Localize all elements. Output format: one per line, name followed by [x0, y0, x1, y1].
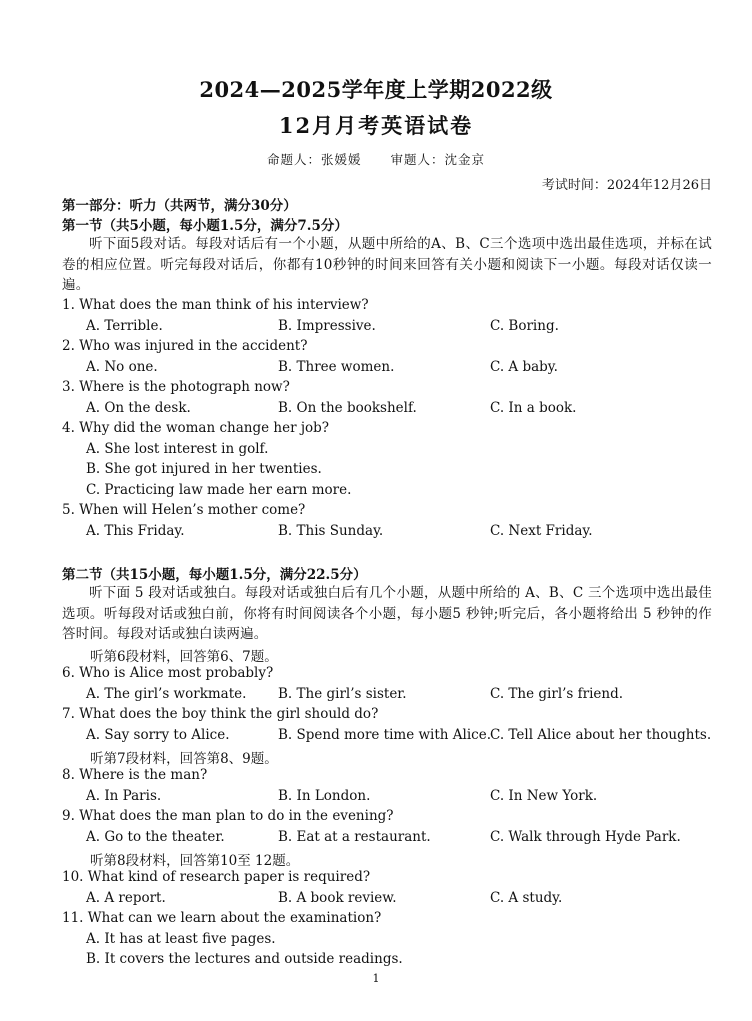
section2-heading: 第二节（共15小题，每小题1.5分，满分22.5分） [62, 567, 367, 583]
material-note: 听第8段材料，回答第10至 12题。 [90, 853, 300, 869]
option-c: C. Next Friday. [490, 523, 593, 539]
option-a: A. It has at least five pages. [86, 931, 276, 947]
option-a: A. A report. [86, 890, 166, 906]
exam-time: 考试时间：2024年12月26日 [541, 178, 712, 193]
material-note: 听第6段材料，回答第6、7题。 [90, 649, 278, 665]
option-c: C. In a book. [490, 400, 577, 416]
reviewer-text: 审题人：沈金京 [390, 152, 485, 167]
option-a: A. This Friday. [86, 523, 185, 539]
question-stem: 3. Where is the photograph now? [62, 379, 290, 395]
question-stem: 4. Why did the woman change her job? [62, 420, 330, 436]
question-stem: 10. What kind of research paper is required? [62, 869, 371, 885]
exam-title-line1: 2024—2025学年度上学期2022级 [199, 77, 553, 102]
option-a: A. The girl’s workmate. [86, 686, 247, 702]
option-b: B. Eat at a restaurant. [278, 829, 431, 845]
option-a: A. She lost interest in golf. [86, 441, 269, 457]
question-stem: 9. What does the man plan to do in the evening? [62, 808, 394, 824]
option-c: C. A baby. [490, 359, 558, 375]
exam-title-line2: 12月月考英语试卷 [278, 113, 474, 138]
option-a: A. On the desk. [86, 400, 191, 416]
option-b: B. Impressive. [278, 318, 376, 334]
question-stem: 1. What does the man think of his interview? [62, 297, 369, 313]
option-b: B. A book review. [278, 890, 397, 906]
question-stem: 5. When will Helen’s mother come? [62, 502, 306, 518]
question-stem: 2. Who was injured in the accident? [62, 338, 308, 354]
question-stem: 8. Where is the man? [62, 767, 208, 783]
question-stem: 7. What does the boy think the girl should do? [62, 706, 379, 722]
option-b: B. She got injured in her twenties. [86, 461, 322, 477]
option-b: B. On the bookshelf. [278, 400, 417, 416]
option-c: C. Walk through Hyde Park. [490, 829, 681, 845]
option-c: C. Tell Alice about her thoughts. [490, 727, 712, 743]
option-c: C. Boring. [490, 318, 559, 334]
option-a: A. Say sorry to Alice. [86, 727, 230, 743]
page-number: 1 [372, 972, 380, 985]
option-a: A. Terrible. [86, 318, 163, 334]
authors-line [0, 150, 752, 168]
option-a: A. Go to the theater. [86, 829, 225, 845]
option-a: A. In Paris. [86, 788, 162, 804]
option-b: B. The girl’s sister. [278, 686, 407, 702]
question-stem: 6. Who is Alice most probably? [62, 665, 274, 681]
option-b: B. Three women. [278, 359, 395, 375]
option-b: B. It covers the lectures and outside readings. [86, 951, 403, 967]
option-a: A. No one. [86, 359, 158, 375]
section1-heading: 第一节（共5小题，每小题1.5分，满分7.5分） [62, 218, 348, 234]
section2-instructions: 听下面 5 段对话或独白。每段对话或独白后有几个小题，从题中所给的 A、B、C 三个选项中选出最佳选项。听每段对话或独白前，你将有时间阅读各个小题，每小题5 秒钟;听完后，各小题将给出 5 秒钟的作答时间。每段对话或独白读两遍。 [62, 585, 712, 643]
part1-heading: 第一部分：听力（共两节，满分30分） [62, 198, 297, 214]
option-b: B. This Sunday. [278, 523, 384, 539]
author-text: 命题人：张媛媛 [266, 152, 362, 167]
material-note: 听第7段材料，回答第8、9题。 [90, 751, 278, 767]
option-c: C. The girl’s friend. [490, 686, 624, 702]
option-b: B. In London. [278, 788, 371, 804]
option-c: C. A study. [490, 890, 563, 906]
option-b: B. Spend more time with Alice. [278, 727, 492, 743]
section1-instructions: 听下面5段对话。每段对话后有一个小题，从题中所给的A、B、C三个选项中选出最佳选项，并标在试卷的相应位置。听完每段对话后，你都有10秒钟的时间来回答有关小题和阅读下一小题。每段对话仅读一遍。 [62, 236, 712, 294]
option-c: C. Practicing law made her earn more. [86, 482, 352, 498]
question-stem: 11. What can we learn about the examination? [62, 910, 382, 926]
option-c: C. In New York. [490, 788, 598, 804]
